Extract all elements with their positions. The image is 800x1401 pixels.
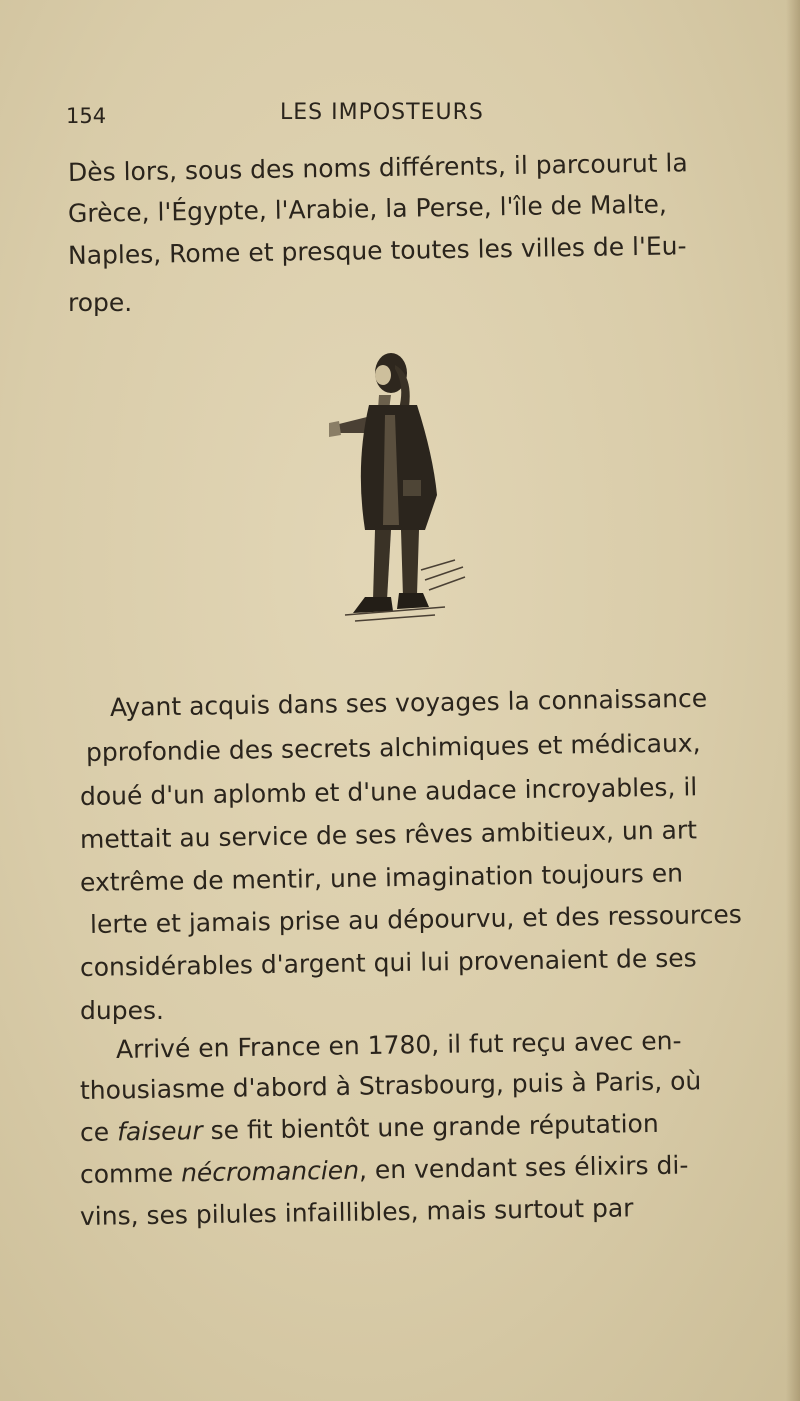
- text-line: [80, 1109, 659, 1147]
- text-line: Dès lors, sous des noms différents, il parcourut la: [67, 148, 688, 187]
- text-line: Grèce, l'Égypte, l'Arabie, la Perse, l'île de Malte,: [67, 189, 668, 228]
- text-line: dupes.: [80, 996, 164, 1025]
- italic-term: nécromancien: [180, 1155, 360, 1188]
- text-segment: comme: [79, 1158, 182, 1189]
- text-line: Arrivé en France en 1780, il fut reçu avec en-: [115, 1026, 682, 1064]
- text-line: vins, ses pilules infaillibles, mais surtout par: [79, 1193, 634, 1231]
- text-segment: ce: [79, 1117, 118, 1147]
- text-line: thousiasme d'abord à Strasbourg, puis à Paris, où: [79, 1066, 702, 1105]
- running-title: LES IMPOSTEURS: [280, 100, 484, 125]
- italic-term: faiseur: [116, 1116, 203, 1147]
- page-edge-shadow: [786, 0, 800, 1401]
- text-line: doué d'un aplomb et d'une audace incroyables, il: [79, 772, 698, 811]
- page-number: 154: [66, 104, 107, 128]
- text-line: pprofondie des secrets alchimiques et médicaux,: [85, 728, 701, 767]
- text-line: extrême de mentir, une imagination toujours en: [79, 858, 684, 897]
- page-header: [66, 96, 726, 136]
- text-line: rope.: [68, 288, 133, 317]
- text-line: Ayant acquis dans ses voyages la connaissance: [109, 683, 708, 722]
- engraving-illustration: [325, 345, 470, 630]
- text-segment: , en vendant ses élixirs di-: [358, 1150, 689, 1185]
- text-line: [80, 1150, 689, 1189]
- text-line: lerte et jamais prise au dépourvu, et des ressources: [89, 899, 743, 939]
- text-line: mettait au service de ses rêves ambitieux, un art: [79, 815, 698, 854]
- text-line: considérables d'argent qui lui provenaient de ses: [79, 943, 697, 982]
- text-segment: se fit bientôt une grande réputation: [202, 1108, 659, 1146]
- text-line: Naples, Rome et presque toutes les villes de l'Eu-: [67, 231, 687, 270]
